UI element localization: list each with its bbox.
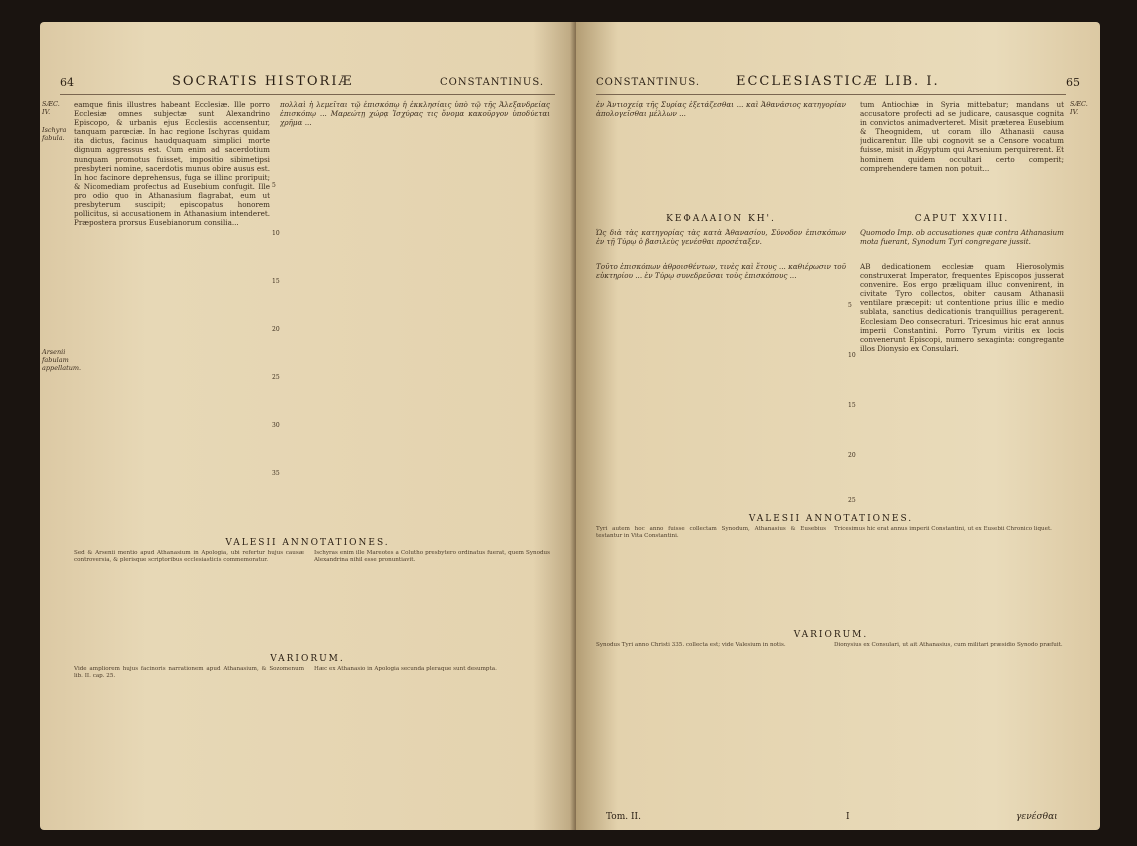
line-number: 35 (272, 470, 280, 477)
latin-body: AB dedicationem ecclesiæ quam Hierosolymis construxerat Imperator, frequentes Episcopos jusserat convenire. Eos ergo præliquam illuc convenirent, in civitate Tyro collectos, obiter causam Athanasii ventilare præcepit: ut contentione prius illic e medio sublata, sanctius dedicationis tranquillius peragerent. Ecclesiam Deo consecraturi. Tricesimus hic erat annus imperii Constantini. Porro Tyrum viritis ex locis convenerunt Episcopi, numero sexaginta: congregante illos Dionysio ex Consulari. (860, 262, 1064, 353)
line-number: 5 (272, 182, 276, 189)
margin-note: Arsenii fabulam appellatum. (42, 348, 82, 372)
margin-note: Ischyra fabula. (42, 126, 67, 142)
greek-top: ἐν Ἀντιοχείᾳ τῆς Συρίας ἐξετάζεσθαι ... καὶ Ἀθανάσιος κατηγορίαν ἀπολογεῖσθαι μέλλων ... (596, 100, 846, 119)
line-number: 15 (848, 402, 856, 409)
head-rule (60, 94, 555, 95)
variorum-left: Vide ampliorem hujus facinoris narrationem apud Athanasium, & Sozomenum lib. II. cap. 25. (74, 666, 304, 680)
latin-summary: Quomodo Imp. ob accusationes quæ contra Athanasium mota fuerant, Synodum Tyri congregare jussit. (860, 228, 1064, 247)
page-number: 65 (1066, 76, 1080, 89)
greek-summary: Ὡς διὰ τὰς κατηγορίας τὰς κατὰ Ἀθανασίου, Σύνοδον ἐπισκόπων ἐν τῇ Τύρῳ ὁ βασιλεὺς γενέσθαι προσέταξεν. (596, 228, 846, 247)
line-number: 20 (272, 326, 280, 333)
variorum-right: Hæc ex Athanasio in Apologia secunda pleraque sunt desumpta. (314, 666, 497, 672)
annotations-left: Sed & Arsenii mentio apud Athanasium in Apologia, ubi refertur hujus causæ controversia, & plerisque scriptoribus ecclesiasticis commemoratur. (74, 550, 304, 564)
greek-column: πολλαὶ ἡ λεμεῖται τῷ ἐπισκόπῳ ἡ ἐκκλησίαις ὑπὸ τῷ τῆς Ἀλεξανδρείας ἐπισκόπῳ ... Μαρεώτῃ χώρᾳ Ἰσχύρας τις ὄνομα κακοῦργον ὑποδύεται χρῆμα ... (280, 100, 550, 128)
right-page (576, 22, 1100, 830)
latin-top: tum Antiochiæ in Syria mittebatur; mandans ut accusatore profecti ad se judicare, causasque cognita in convictos animadverteret. Misit præterea Eusebium & Theognidem, ut coram illo Athanasii causa judicarentur. Ille ubi cognovit se a Censore vocatum fuisse, misit in Ægyptum qui Arsenium perquirerent. Et hominem quidem occultari certo comperit; comprehendere tamen non potuit... (860, 100, 1064, 173)
variorum-heading: VARIORUM. (270, 654, 345, 664)
signature-mark: Tom. II. (606, 812, 641, 822)
greek-body: Τοῦτο ἐπισκόπων ἀθροισθέντων, τινὲς καὶ ἔτους ... καθιέρωσιν τοῦ εὐκτηρίου ... ἐν Τύρῳ συνεδρεῦσαι τοὺς ἐπισκόπους ... (596, 262, 846, 281)
running-head-title: SOCRATIS HISTORIÆ (172, 74, 354, 89)
annotations-heading: VALESII ANNOTATIONES. (225, 538, 390, 548)
line-number: 5 (848, 302, 852, 309)
annotations-left: Tyri autem hoc anno fuisse collectam Synodum, Athanasius & Eusebius testantur in Vita Constantini. (596, 526, 826, 540)
line-number: 30 (272, 422, 280, 429)
page-number: 64 (60, 76, 74, 89)
left-page (40, 22, 576, 830)
annotations-heading: VALESII ANNOTATIONES. (748, 514, 914, 524)
head-rule (596, 94, 1066, 95)
line-number: 15 (272, 278, 280, 285)
greek-chapter-heading: ΚΕΦΑΛΑΙΟΝ ΚΗ'. (666, 214, 776, 224)
line-number: 20 (848, 452, 856, 459)
margin-year: SÆC. IV. (1070, 100, 1088, 116)
latin-chapter-heading: CAPUT XXVIII. (914, 214, 1010, 224)
variorum-right: Dionysius ex Consulari, ut ait Athanasius, cum militari præsidio Synodo præfuit. (834, 642, 1063, 648)
running-head-title: ECCLESIASTICÆ LIB. I. (736, 74, 940, 89)
catchword: γενέσθαι (1016, 812, 1058, 822)
line-number: 10 (848, 352, 856, 359)
line-number: 25 (848, 497, 856, 504)
variorum-left: Synodus Tyri anno Christi 335. collecta est; vide Valesium in notis. (596, 642, 786, 648)
annotations-right: Tricesimus hic erat annus imperii Constantini, ut ex Eusebii Chronico liquet. (834, 526, 1052, 532)
gathering-mark: I (846, 812, 850, 822)
running-head-sub: CONSTANTINUS. (440, 77, 545, 88)
latin-column: eamque finis illustres habeant Ecclesiæ. Ille porro Ecclesiæ omnes subjectæ sunt Alexandrino Episcopo, & urbanis ejus Ecclesiis accensentur, tanquam parœciæ. In hac regione Ischyras quidam ita dictus, facinus haudquaquam simplici morte dignum aggressus est. Cum enim ad sacerdotium nunquam promotus fuisset, impositio sibimetipsi presbyteri nomine, sacerdotis munus obire ausus est. In hoc facinore deprehensus, fuga se illinc proripuit; & Nicomediam profectus ad Eusebium confugit. Ille pro odio quo in Athanasium flagrabat, eum ut presbyterum suscipit; episcopatus honorem pollicitus, si accusationem in Athanasium intenderet. Præpostera prorsus Eusebianorum consilia... (74, 100, 270, 228)
margin-year: SÆC. IV. (42, 100, 60, 116)
variorum-heading: VARIORUM. (793, 630, 869, 640)
running-head-sub: CONSTANTINUS. (596, 77, 701, 88)
line-number: 10 (272, 230, 280, 237)
line-number: 25 (272, 374, 280, 381)
annotations-right: Ischyras enim ille Mareotes a Colutho presbytero ordinatus fuerat, quem Synodus Alexandrina nihil esse pronuntiavit. (314, 550, 550, 564)
